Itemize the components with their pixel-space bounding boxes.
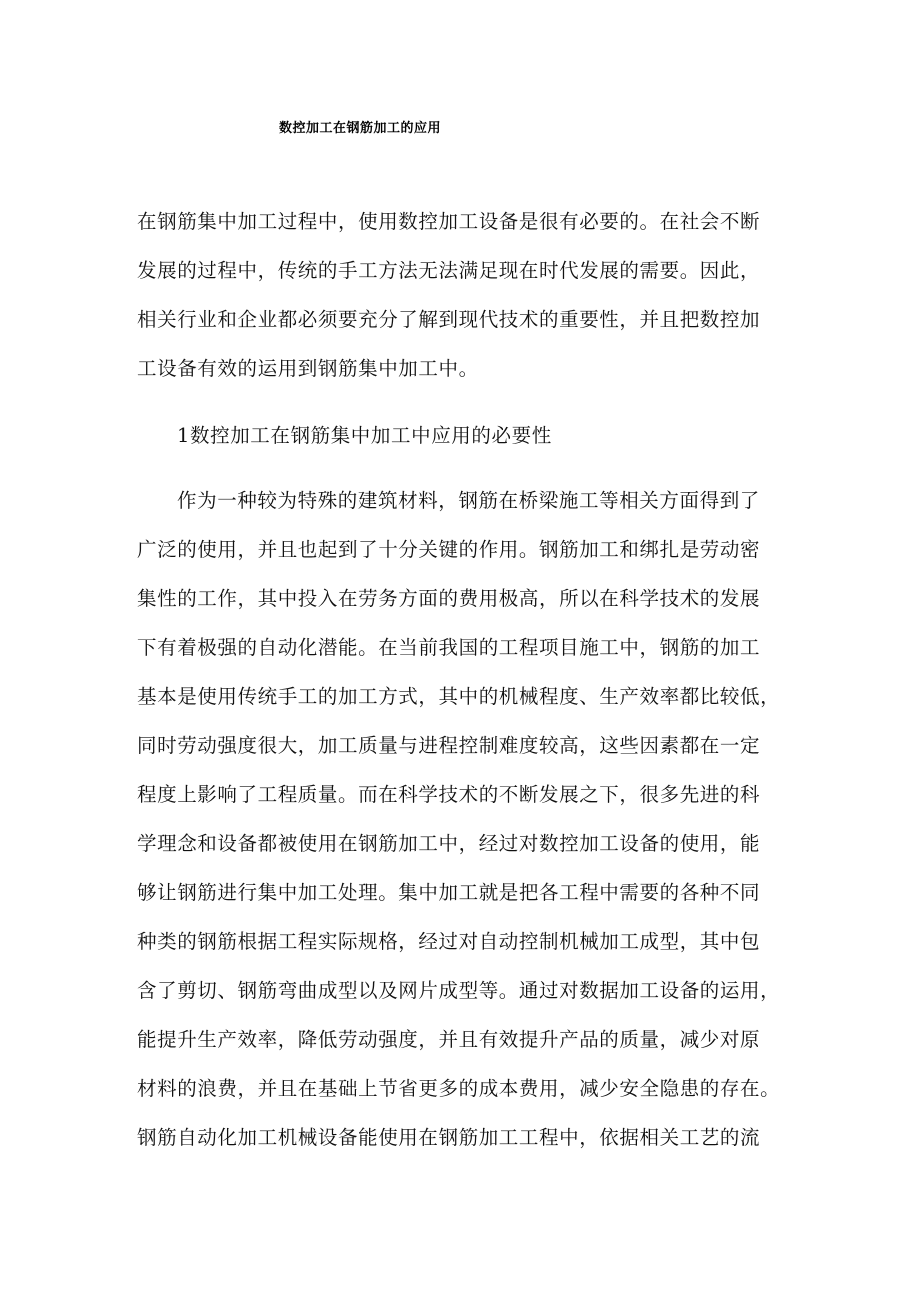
paragraph-line: 在钢筋集中加工过程中，使用数控加工设备是很有必要的。在社会不断 [137, 210, 761, 233]
paragraph-line: 发展的过程中，传统的手工方法无法满足现在时代发展的需要。因此， [137, 259, 761, 282]
paragraph-line: 广泛的使用，并且也起到了十分关键的作用。钢筋加工和绑扎是劳动密 [137, 538, 761, 561]
paragraph-line: 相关行业和企业都必须要充分了解到现代技术的重要性，并且把数控加 [137, 308, 761, 331]
paragraph-line: 钢筋自动化加工机械设备能使用在钢筋加工工程中，依据相关工艺的流 [137, 1126, 761, 1149]
paragraph-line: 作为一种较为特殊的建筑材料，钢筋在桥梁施工等相关方面得到了 [177, 489, 760, 512]
section-heading: 1数控加工在钢筋集中加工中应用的必要性 [177, 424, 552, 447]
paragraph-line: 基本是使用传统手工的加工方式，其中的机械程度、生产效率都比较低， [137, 685, 781, 708]
paragraph-line: 材料的浪费，并且在基础上节省更多的成本费用，减少安全隐患的存在。 [137, 1077, 781, 1100]
paragraph-line: 同时劳动强度很大，加工质量与进程控制难度较高，这些因素都在一定 [137, 734, 761, 757]
paragraph-line: 工设备有效的运用到钢筋集中加工中。 [137, 357, 479, 380]
paragraph-line: 种类的钢筋根据工程实际规格，经过对自动控制机械加工成型，其中包 [137, 930, 761, 953]
paragraph-line: 学理念和设备都被使用在钢筋加工中，经过对数控加工设备的使用，能 [137, 832, 761, 855]
paragraph-line: 含了剪切、钢筋弯曲成型以及网片成型等。通过对数据加工设备的运用， [137, 979, 781, 1002]
document-title: 数控加工在钢筋加工的应用 [278, 121, 441, 136]
paragraph-line: 下有着极强的自动化潜能。在当前我国的工程项目施工中，钢筋的加工 [137, 636, 761, 659]
paragraph-line: 够让钢筋进行集中加工处理。集中加工就是把各工程中需要的各种不同 [137, 881, 761, 904]
paragraph-line: 能提升生产效率，降低劳动强度，并且有效提升产品的质量，减少对原 [137, 1028, 761, 1051]
paragraph-line: 集性的工作，其中投入在劳务方面的费用极高，所以在科学技术的发展 [137, 587, 761, 610]
paragraph-line: 程度上影响了工程质量。而在科学技术的不断发展之下，很多先进的科 [137, 783, 761, 806]
